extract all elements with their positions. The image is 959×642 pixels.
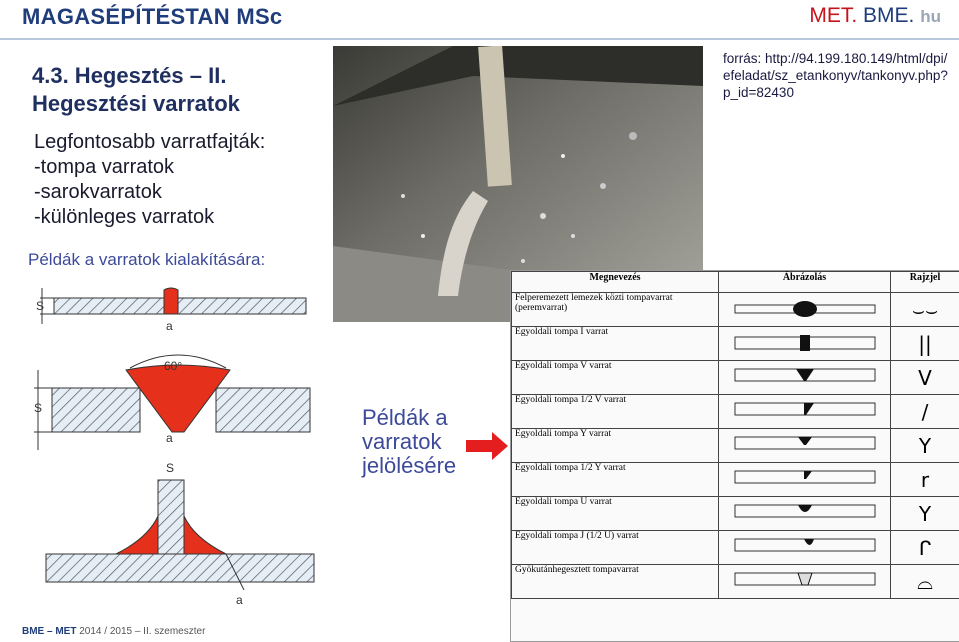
table-row — [512, 395, 959, 429]
intro-item: -sarokvarratok — [34, 180, 265, 205]
table-header: Ábrázolás — [719, 272, 891, 293]
table-row — [512, 293, 959, 327]
arrow-right-icon — [466, 432, 508, 460]
weld-name: Egyoldali tompa I varrat — [512, 327, 719, 361]
table-row — [512, 429, 959, 463]
table-row — [512, 327, 959, 361]
marking-label-line: varratok — [362, 430, 456, 454]
label-s: S — [34, 401, 42, 415]
weld-drawing — [719, 531, 891, 565]
weld-symbol-table — [510, 270, 959, 642]
marking-label-line: Példák a — [362, 406, 456, 430]
weld-symbol: Y — [891, 429, 959, 463]
table-row — [512, 565, 959, 599]
label-a: a — [166, 319, 173, 333]
weld-symbol: / — [891, 395, 959, 429]
logo-bme: BME. — [863, 4, 914, 27]
logo-hu: hu — [920, 7, 941, 26]
weld-name: Felperemezett lemezek közti tompavarrat (peremvarrat) — [512, 293, 719, 327]
marking-label — [362, 406, 456, 478]
weld-symbol: V — [891, 361, 959, 395]
table-header: Rajzjel — [891, 272, 959, 293]
table-row — [512, 531, 959, 565]
weld-drawing — [719, 429, 891, 463]
weld-symbol: ⌣⌣ — [891, 293, 959, 327]
intro-item: -tompa varratok — [34, 155, 265, 180]
weld-symbol: r — [891, 463, 959, 497]
weld-cross-section-diagram — [30, 270, 330, 622]
header-divider — [0, 38, 959, 40]
weld-symbol: ᒋ — [891, 531, 959, 565]
header-title: MAGASÉPÍTÉSTAN MSc — [22, 4, 282, 30]
weld-symbol: || — [891, 327, 959, 361]
intro-item: -különleges varratok — [34, 205, 265, 230]
label-a: a — [166, 431, 173, 445]
weld-drawing — [719, 565, 891, 599]
weld-name: Egyoldali tompa V varrat — [512, 361, 719, 395]
table-row — [512, 497, 959, 531]
logo-met: MET. — [809, 4, 857, 27]
weld-drawing — [719, 361, 891, 395]
table-row — [512, 463, 959, 497]
footer — [22, 626, 205, 637]
weld-drawing — [719, 497, 891, 531]
weld-symbol: ⌓ — [891, 565, 959, 599]
table-header: Megnevezés — [512, 272, 719, 293]
footer-org: BME – MET — [22, 626, 76, 637]
weld-drawing — [719, 463, 891, 497]
weld-drawing — [719, 293, 891, 327]
source-text: forrás: http://94.199.180.149/html/dpi/efeladat/sz_etankonyv/tankonyv.php?p_id=82430 — [723, 50, 953, 101]
logo — [809, 4, 941, 28]
section-title: 4.3. Hegesztés – II. Hegesztési varratok — [32, 62, 332, 118]
intro-text — [34, 130, 265, 230]
label-s: S — [36, 299, 44, 313]
footer-term: 2014 / 2015 – II. szemeszter — [79, 626, 205, 637]
marking-label-line: jelölésére — [362, 454, 456, 478]
weld-name: Egyoldali tompa Y varrat — [512, 429, 719, 463]
weld-drawing — [719, 327, 891, 361]
weld-name: Egyoldali tompa 1/2 V varrat — [512, 395, 719, 429]
label-s: S — [166, 461, 174, 475]
label-angle: 60° — [164, 359, 182, 373]
label-a: a — [236, 593, 243, 607]
weld-symbol: Ү — [891, 497, 959, 531]
weld-name: Egyoldali tompa J (1/2 U) varrat — [512, 531, 719, 565]
intro-heading: Legfontosabb varratfajták: — [34, 130, 265, 155]
weld-name: Egyoldali tompa U varrat — [512, 497, 719, 531]
weld-drawing — [719, 395, 891, 429]
table-row — [512, 361, 959, 395]
weld-name: Egyoldali tompa 1/2 Y varrat — [512, 463, 719, 497]
weld-name: Gyökutánhegesztett tompavarrat — [512, 565, 719, 599]
examples-label: Példák a varratok kialakítására: — [28, 250, 265, 270]
